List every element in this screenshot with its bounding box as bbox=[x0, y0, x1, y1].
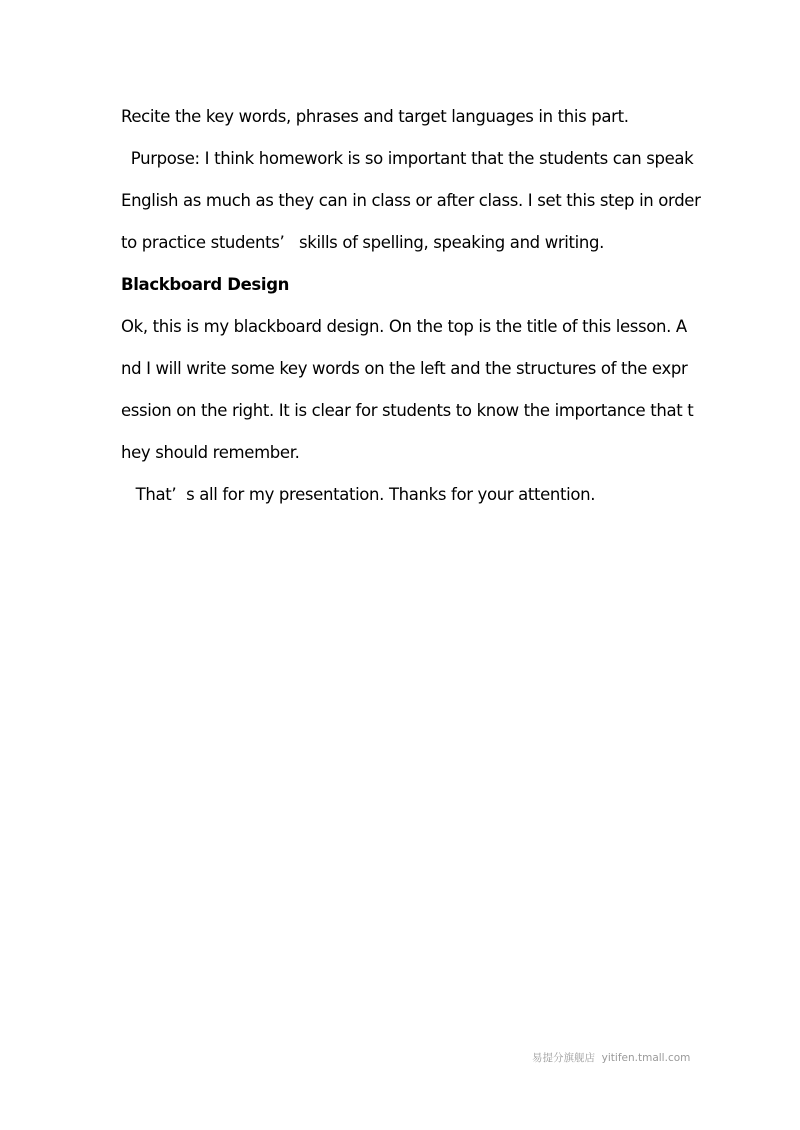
section-heading: Blackboard Design bbox=[121, 275, 290, 294]
paragraph-line: Ok, this is my blackboard design. On the top is the title of this lesson. A bbox=[121, 317, 687, 336]
purpose-line: Purpose: I think homework is so important that the students can speak bbox=[121, 149, 694, 168]
paragraph-line: hey should remember. bbox=[121, 443, 300, 462]
paragraph-line: to practice students’ skills of spelling, speaking and writing. bbox=[121, 233, 604, 252]
footer-watermark: 易提分旗舰店 yitifen.tmall.com bbox=[532, 1052, 691, 1064]
paragraph-line: ession on the right. It is clear for students to know the importance that t bbox=[121, 401, 694, 420]
paragraph-line: English as much as they can in class or after class. I set this step in order bbox=[121, 191, 701, 210]
closing-line: That’ s all for my presentation. Thanks for your attention. bbox=[121, 485, 596, 504]
paragraph-line: nd I will write some key words on the left and the structures of the expr bbox=[121, 359, 688, 378]
paragraph-line: Recite the key words, phrases and target languages in this part. bbox=[121, 107, 629, 126]
